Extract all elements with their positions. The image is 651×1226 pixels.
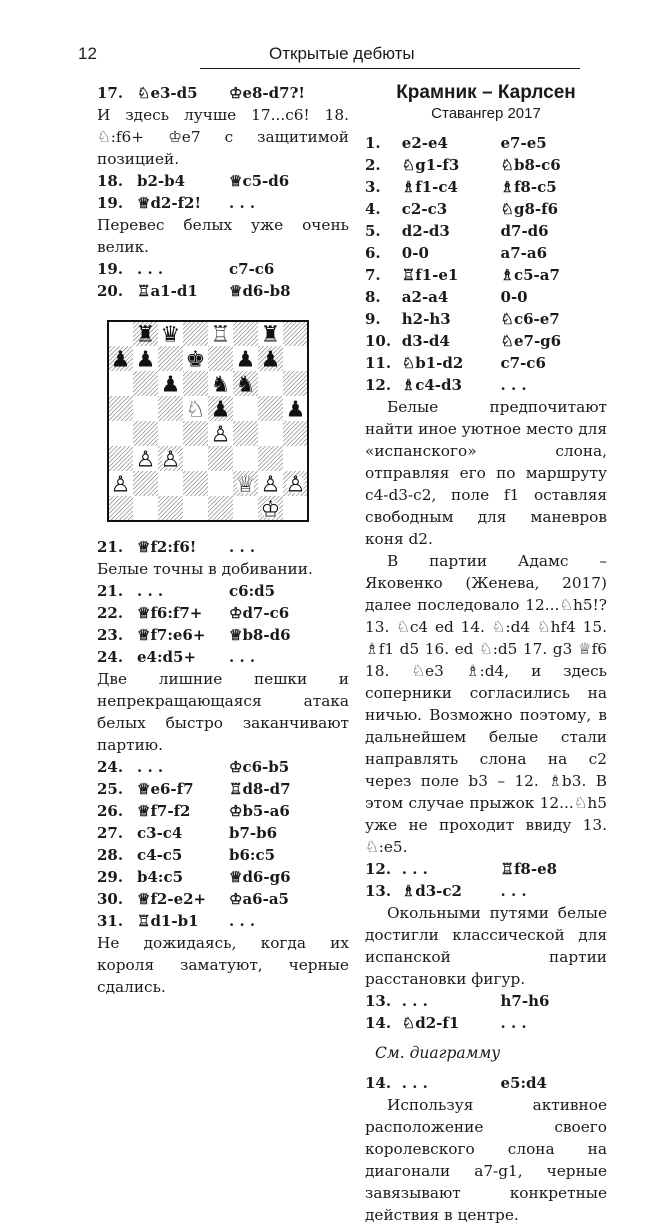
black-move: h7-h6 xyxy=(500,992,550,1010)
dark-square xyxy=(233,421,258,446)
game-title: Крамник – Карлсен xyxy=(396,82,576,103)
dark-square xyxy=(183,421,208,446)
black-queen-piece: ♛ xyxy=(160,322,181,348)
light-square xyxy=(108,321,133,346)
light-square xyxy=(183,446,208,471)
white-move: ♕f6:f7+ xyxy=(137,604,203,622)
white-move: ♕d2-f2! xyxy=(137,194,202,212)
white-move: ♗f1-c4 xyxy=(401,178,458,196)
dark-square xyxy=(208,496,233,521)
dark-square xyxy=(233,321,258,346)
move-row xyxy=(97,756,349,778)
commentary: Две лишние пешки и непрекращающаяся атака белых быстро заканчивают партию. xyxy=(97,670,349,754)
move-number: 12. xyxy=(365,376,392,394)
light-square xyxy=(158,471,183,496)
white-move: ♘e3-d5 xyxy=(137,84,198,102)
white-move: ♕f2-e2+ xyxy=(137,890,207,908)
white-move: ♕f2:f6! xyxy=(137,538,197,556)
dark-square xyxy=(183,471,208,496)
white-move: e4:d5+ xyxy=(137,648,197,666)
move-row xyxy=(365,858,607,880)
light-square xyxy=(258,371,283,396)
dark-square xyxy=(133,421,158,446)
move-row xyxy=(97,536,349,558)
dark-square xyxy=(108,496,133,521)
light-square xyxy=(283,346,308,371)
light-square xyxy=(108,371,133,396)
dark-square xyxy=(158,496,183,521)
dark-square xyxy=(258,446,283,471)
white-move: e2-e4 xyxy=(401,134,448,152)
black-move: d7-d6 xyxy=(500,222,549,240)
move-row xyxy=(97,82,349,104)
black-king-piece: ♚ xyxy=(185,347,206,373)
black-move: . . . xyxy=(500,1014,527,1032)
black-move: ♔d7-c6 xyxy=(229,604,290,622)
move-number: 30. xyxy=(97,890,124,908)
white-move: d3-d4 xyxy=(401,332,450,350)
chess-board xyxy=(107,320,309,522)
move-row xyxy=(365,242,607,264)
black-move: e5:d4 xyxy=(500,1074,547,1092)
page-number: 12 xyxy=(78,44,97,63)
black-move: ♘e7-g6 xyxy=(500,332,562,350)
black-move: ♗c5-a7 xyxy=(500,266,560,284)
white-pawn-piece: ♙ xyxy=(260,472,281,498)
light-square xyxy=(233,446,258,471)
move-row xyxy=(97,170,349,192)
move-number: 29. xyxy=(97,868,124,886)
white-move: ♘d2-f1 xyxy=(401,1014,460,1032)
white-king-piece: ♔ xyxy=(260,497,281,522)
move-row xyxy=(365,264,607,286)
move-row xyxy=(97,910,349,932)
dark-square xyxy=(258,396,283,421)
light-square xyxy=(208,471,233,496)
black-move: ♘g8-f6 xyxy=(500,200,559,218)
black-move: ♖d8-d7 xyxy=(229,780,291,798)
dark-square xyxy=(158,346,183,371)
black-move: ♘b8-c6 xyxy=(500,156,561,174)
diagram-reference: См. диаграмму xyxy=(375,1044,501,1062)
chess-diagram xyxy=(107,320,309,522)
move-row xyxy=(97,844,349,866)
dark-square xyxy=(158,396,183,421)
move-row xyxy=(365,1012,607,1034)
move-number: 23. xyxy=(97,626,124,644)
dark-square xyxy=(208,446,233,471)
move-row xyxy=(97,778,349,800)
move-number: 7. xyxy=(365,266,381,284)
white-move: c3-c4 xyxy=(137,824,183,842)
move-number: 14. xyxy=(365,1074,392,1092)
black-knight-piece: ♞ xyxy=(235,372,256,398)
black-move: . . . xyxy=(229,538,256,556)
black-move: ♘c6-e7 xyxy=(500,310,560,328)
black-move: . . . xyxy=(229,194,256,212)
opening-moves xyxy=(365,132,607,396)
light-square xyxy=(233,496,258,521)
move-number: 14. xyxy=(365,1014,392,1032)
dark-square xyxy=(133,371,158,396)
move-row xyxy=(97,624,349,646)
white-move: ♘g1-f3 xyxy=(401,156,460,174)
right-column xyxy=(365,82,607,1226)
white-move: ♖f1-e1 xyxy=(401,266,459,284)
move-number: 6. xyxy=(365,244,381,262)
white-pawn-piece: ♙ xyxy=(285,472,306,498)
white-move: ♕e6-f7 xyxy=(137,780,194,798)
dark-square xyxy=(108,396,133,421)
move-number: 1. xyxy=(365,134,381,152)
white-move: . . . xyxy=(401,992,428,1010)
move-row xyxy=(97,888,349,910)
move-number: 19. xyxy=(97,194,124,212)
move-number: 9. xyxy=(365,310,381,328)
white-move: . . . xyxy=(401,1074,428,1092)
move-number: 24. xyxy=(97,758,124,776)
black-rook-piece: ♜ xyxy=(135,322,156,348)
black-move: ♔a6-a5 xyxy=(229,890,289,908)
commentary: Не дожидаясь, когда их короля заматуют, черные сдались. xyxy=(97,934,349,996)
white-move: d2-d3 xyxy=(401,222,450,240)
move-number: 2. xyxy=(365,156,381,174)
white-move: c4-c5 xyxy=(137,846,183,864)
dark-square xyxy=(183,371,208,396)
white-move: . . . xyxy=(137,582,164,600)
move-number: 25. xyxy=(97,780,124,798)
dark-square xyxy=(108,446,133,471)
move-number: 31. xyxy=(97,912,124,930)
black-move: . . . xyxy=(229,912,256,930)
black-knight-piece: ♞ xyxy=(210,372,231,398)
white-move: ♗d3-c2 xyxy=(401,882,462,900)
move-number: 24. xyxy=(97,648,124,666)
move-number: 3. xyxy=(365,178,381,196)
page-header xyxy=(0,40,651,68)
white-move: . . . xyxy=(137,758,164,776)
white-move: a2-a4 xyxy=(401,288,449,306)
move-number: 17. xyxy=(97,84,124,102)
move-row xyxy=(365,132,607,154)
white-move: ♕f7:e6+ xyxy=(137,626,206,644)
move-number: 11. xyxy=(365,354,392,372)
move-row xyxy=(97,280,349,302)
light-square xyxy=(283,496,308,521)
move-row xyxy=(97,866,349,888)
move-row xyxy=(97,580,349,602)
dark-square xyxy=(283,321,308,346)
white-move: ♕f7-f2 xyxy=(137,802,191,820)
black-move: b7-b6 xyxy=(229,824,278,842)
light-square xyxy=(233,396,258,421)
move-row xyxy=(365,330,607,352)
dark-square xyxy=(283,371,308,396)
white-pawn-piece: ♙ xyxy=(210,422,231,448)
white-move: . . . xyxy=(137,260,164,278)
black-move: ♔b5-a6 xyxy=(229,802,290,820)
dark-square xyxy=(183,321,208,346)
black-move: ♕c5-d6 xyxy=(229,172,290,190)
black-move: b6:c5 xyxy=(229,846,276,864)
move-number: 21. xyxy=(97,582,124,600)
black-move: c6:d5 xyxy=(229,582,276,600)
black-move: ♖f8-e8 xyxy=(500,860,558,878)
move-row xyxy=(97,800,349,822)
light-square xyxy=(108,421,133,446)
move-row xyxy=(365,198,607,220)
header-rule xyxy=(200,68,580,69)
move-number: 28. xyxy=(97,846,124,864)
black-move: ♗f8-c5 xyxy=(500,178,557,196)
move-number: 21. xyxy=(97,538,124,556)
white-move: b2-b4 xyxy=(137,172,186,190)
commentary: Перевес белых уже очень велик. xyxy=(97,216,349,256)
move-number: 20. xyxy=(97,282,124,300)
white-move: b4:c5 xyxy=(137,868,184,886)
move-row xyxy=(365,1072,607,1094)
black-move: ♔c6-b5 xyxy=(229,758,290,776)
move-row xyxy=(365,308,607,330)
move-number: 5. xyxy=(365,222,381,240)
commentary: И здесь лучше 17...c6! 18. ♘:f6+ ♔e7 с защитимой позицией. xyxy=(97,106,349,168)
move-number: 10. xyxy=(365,332,392,350)
black-move: ♕d6-g6 xyxy=(229,868,291,886)
black-move: 0-0 xyxy=(500,288,528,306)
black-move: ♕d6-b8 xyxy=(229,282,291,300)
white-move: c2-c3 xyxy=(401,200,448,218)
running-title: Открытые дебюты xyxy=(269,44,415,63)
black-move: . . . xyxy=(500,376,527,394)
white-pawn-piece: ♙ xyxy=(110,472,131,498)
black-pawn-piece: ♟ xyxy=(285,397,306,423)
dark-square xyxy=(133,471,158,496)
white-rook-piece: ♖ xyxy=(210,322,231,348)
commentary: Окольными путями белые достигли классической для испанской партии расстановки фигур. xyxy=(365,904,607,988)
move-row xyxy=(365,220,607,242)
black-pawn-piece: ♟ xyxy=(210,397,231,423)
black-pawn-piece: ♟ xyxy=(135,347,156,373)
move-row xyxy=(365,286,607,308)
white-move: ♘b1-d2 xyxy=(401,354,464,372)
black-pawn-piece: ♟ xyxy=(160,372,181,398)
white-move: h2-h3 xyxy=(401,310,451,328)
black-pawn-piece: ♟ xyxy=(260,347,281,373)
move-number: 12. xyxy=(365,860,392,878)
game-subtitle: Ставангер 2017 xyxy=(431,105,541,122)
white-move: ♗c4-d3 xyxy=(401,376,462,394)
white-move: ♖a1-d1 xyxy=(137,282,198,300)
light-square xyxy=(133,396,158,421)
black-move: ♔e8-d7?! xyxy=(229,84,305,102)
black-rook-piece: ♜ xyxy=(260,322,281,348)
move-number: 13. xyxy=(365,882,392,900)
move-row xyxy=(365,154,607,176)
commentary: Используя активное расположение своего королевского слона на диагонали a7-g1, черные завязывают конкретные действия в центре. xyxy=(365,1096,607,1224)
move-number: 26. xyxy=(97,802,124,820)
white-pawn-piece: ♙ xyxy=(135,447,156,473)
move-number: 8. xyxy=(365,288,381,306)
black-move: a7-a6 xyxy=(500,244,548,262)
move-row xyxy=(97,822,349,844)
light-square xyxy=(158,421,183,446)
white-queen-piece: ♕ xyxy=(235,472,256,498)
white-move: . . . xyxy=(401,860,428,878)
light-square xyxy=(283,446,308,471)
commentary: Белые предпочитают найти иное уютное место для «испанского» слона, отправляя его по маршруту c4-d3-c2, поле f1 оставляя свободным для маневров коня d2. xyxy=(365,398,607,548)
move-number: 18. xyxy=(97,172,124,190)
left-column xyxy=(97,82,349,998)
move-number: 4. xyxy=(365,200,381,218)
black-move: c7-c6 xyxy=(229,260,275,278)
white-move: ♖d1-b1 xyxy=(137,912,199,930)
move-row xyxy=(365,352,607,374)
move-row xyxy=(97,258,349,280)
black-move: c7-c6 xyxy=(500,354,546,372)
move-row xyxy=(97,192,349,214)
move-number: 19. xyxy=(97,260,124,278)
move-row xyxy=(365,374,607,396)
white-move: 0-0 xyxy=(401,244,429,262)
move-row xyxy=(97,602,349,624)
black-move: e7-e5 xyxy=(500,134,547,152)
move-row xyxy=(97,646,349,668)
white-pawn-piece: ♙ xyxy=(160,447,181,473)
dark-square xyxy=(283,421,308,446)
black-pawn-piece: ♟ xyxy=(110,347,131,373)
move-number: 22. xyxy=(97,604,124,622)
dark-square xyxy=(208,346,233,371)
black-pawn-piece: ♟ xyxy=(235,347,256,373)
black-move: . . . xyxy=(229,648,256,666)
move-row xyxy=(365,990,607,1012)
move-row xyxy=(365,880,607,902)
move-row xyxy=(365,176,607,198)
light-square xyxy=(258,421,283,446)
light-square xyxy=(183,496,208,521)
move-number: 27. xyxy=(97,824,124,842)
commentary: В партии Адамс – Яковенко (Женева, 2017) далее последовало 12...♘h5!? 13. ♘c4 ed 14. ♘:d4 ♘hf4 15. ♗f1 d5 16. ed ♘:d5 17. g3 ♕f6 18. ♘e3 ♗:d4, и здесь соперники согласились на ничью. Возможно поэтому, в дальнейшем белые стали направлять слона на c2 через поле b3 – 12. ♗b3. В этом случае прыжок 12...♘h5 уже не проходит ввиду 13. ♘:e5. xyxy=(365,552,607,856)
commentary: Белые точны в добивании. xyxy=(97,560,313,578)
black-move: . . . xyxy=(500,882,527,900)
light-square xyxy=(133,496,158,521)
white-knight-piece: ♘ xyxy=(185,397,206,423)
black-move: ♕b8-d6 xyxy=(229,626,291,644)
move-number: 13. xyxy=(365,992,392,1010)
